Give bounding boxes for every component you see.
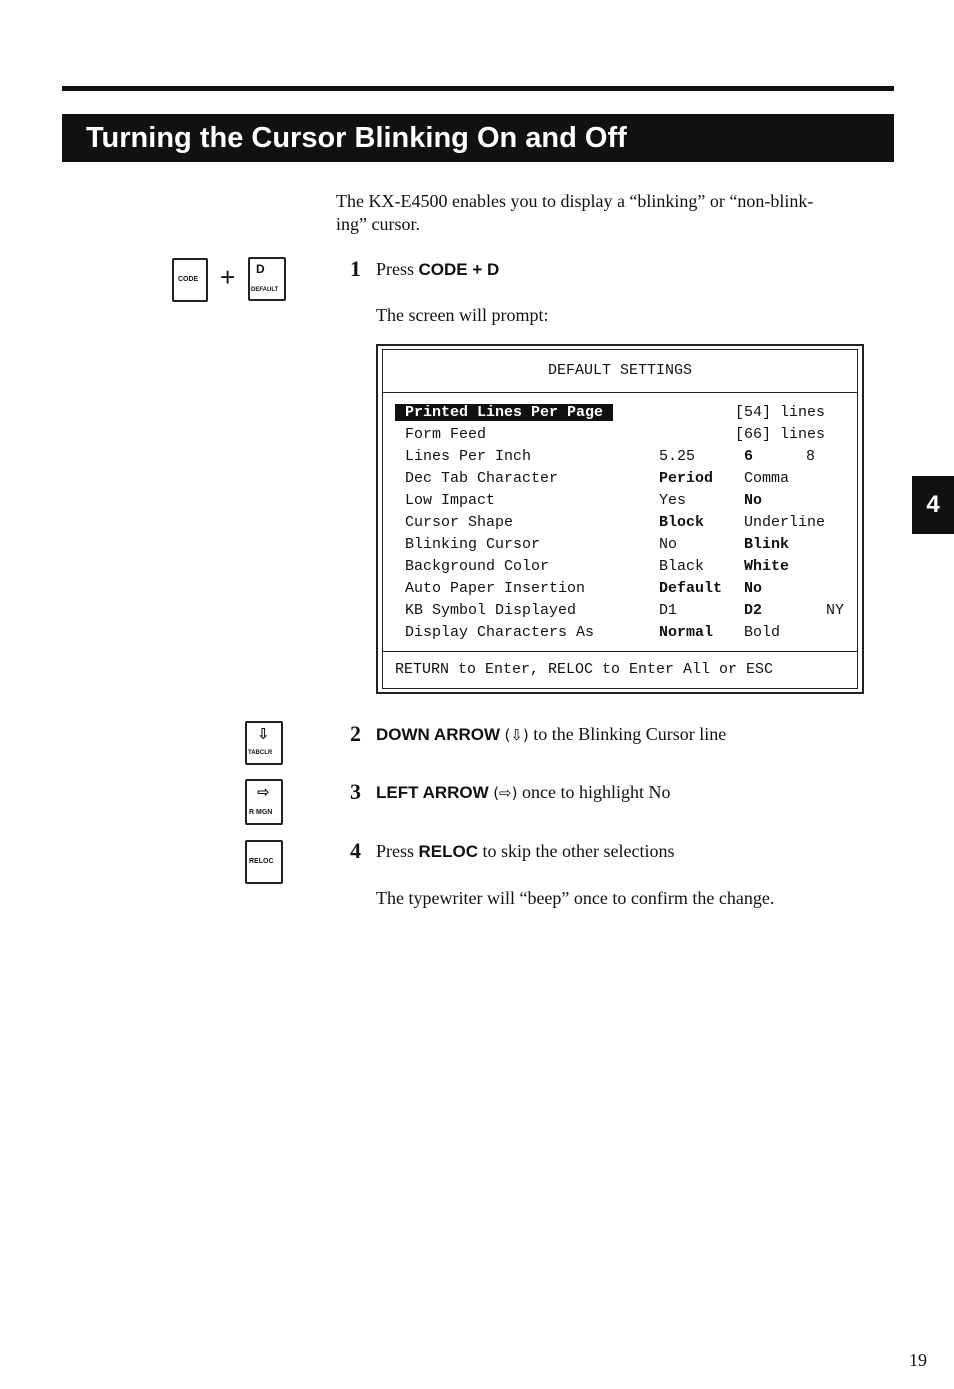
setting-label: Low Impact xyxy=(405,492,496,509)
setting-option-b: Bold xyxy=(744,624,781,641)
reloc-key-icon xyxy=(245,840,283,884)
step-1-pre: Press xyxy=(376,259,419,279)
settings-row[interactable] xyxy=(383,492,857,514)
prompt-note: The screen will prompt: xyxy=(376,305,549,325)
setting-option-a: Period xyxy=(659,470,714,487)
settings-row[interactable] xyxy=(383,536,857,558)
step-3-key: LEFT ARROW xyxy=(376,783,489,802)
screen-frame xyxy=(382,349,858,689)
setting-option-a: Yes xyxy=(659,492,687,509)
setting-option-a: Block xyxy=(659,514,705,531)
step-1-number: 1 xyxy=(350,256,361,281)
setting-label: Background Color xyxy=(405,558,550,575)
setting-option-a: Black xyxy=(659,558,705,575)
settings-row[interactable] xyxy=(383,448,857,470)
right-arrow-icon: ⇨ xyxy=(257,783,270,801)
reloc-key-label: RELOC xyxy=(249,858,274,865)
step-4-pre: Press xyxy=(376,841,419,861)
setting-label: Display Characters As xyxy=(405,624,595,641)
setting-label: Auto Paper Insertion xyxy=(405,580,586,597)
setting-option-b: D2 xyxy=(744,602,763,619)
d-default-key-icon xyxy=(248,257,286,301)
step-3-arrow: (⇨) xyxy=(493,784,518,802)
step-4-number: 4 xyxy=(350,838,361,863)
d-key-label: D xyxy=(256,262,265,276)
settings-row[interactable] xyxy=(383,404,857,426)
tabclr-key-label: TABCLR xyxy=(248,750,273,756)
step-4-rest: to skip the other selections xyxy=(478,841,675,861)
setting-option-b: Comma xyxy=(744,470,790,487)
setting-label: KB Symbol Displayed xyxy=(405,602,577,619)
rmgn-key-label: R MGN xyxy=(249,809,273,816)
screen-footer: RETURN to Enter, RELOC to Enter All or ESC xyxy=(383,651,857,688)
setting-option-c: 8 xyxy=(806,448,816,465)
settings-row[interactable] xyxy=(383,580,857,602)
code-key-icon xyxy=(172,258,208,302)
setting-option-b: Blink xyxy=(744,536,790,553)
setting-label: Dec Tab Character xyxy=(405,470,559,487)
settings-row[interactable] xyxy=(383,624,857,646)
setting-label: Printed Lines Per Page xyxy=(395,404,613,421)
section-title: Turning the Cursor Blinking On and Off xyxy=(62,114,894,162)
plus-sign: + xyxy=(220,262,236,292)
step-2-arrow: (⇩) xyxy=(504,726,529,744)
setting-option-b: [66] lines xyxy=(735,426,826,443)
intro-line-2: ing” cursor. xyxy=(336,214,420,234)
code-key-label: CODE xyxy=(178,276,199,283)
confirm-note: The typewriter will “beep” once to confirm the change. xyxy=(376,888,775,908)
setting-option-a: No xyxy=(659,536,678,553)
step-2-key: DOWN ARROW xyxy=(376,725,501,744)
settings-row[interactable] xyxy=(383,514,857,536)
setting-option-a: 5.25 xyxy=(659,448,696,465)
setting-option-c: NY xyxy=(826,602,845,619)
default-key-label: DEFAULT xyxy=(251,287,279,293)
intro-line-1: The KX-E4500 enables you to display a “blinking” or “non-blink- xyxy=(336,191,814,211)
page-number: 19 xyxy=(909,1350,927,1370)
setting-label: Lines Per Inch xyxy=(405,448,532,465)
step-3-number: 3 xyxy=(350,779,361,804)
setting-label: Blinking Cursor xyxy=(405,536,541,553)
step-1-key: CODE + D xyxy=(418,260,500,279)
step-2-rest: to the Blinking Cursor line xyxy=(528,724,727,744)
settings-row[interactable] xyxy=(383,558,857,580)
setting-option-b: 6 xyxy=(744,448,754,465)
step-1-text xyxy=(376,259,499,280)
step-3-rest: once to highlight No xyxy=(517,782,671,802)
setting-option-a: D1 xyxy=(659,602,678,619)
step-2-text xyxy=(376,724,726,745)
setting-option-b: [54] lines xyxy=(735,404,826,421)
settings-row[interactable] xyxy=(383,426,857,448)
screen-title: DEFAULT SETTINGS xyxy=(383,350,857,393)
intro-paragraph xyxy=(336,190,896,236)
tabclr-key-icon xyxy=(245,721,283,765)
step-4-text xyxy=(376,841,674,862)
setting-option-b: No xyxy=(744,492,763,509)
step-4-key: RELOC xyxy=(418,842,479,861)
step-3-text xyxy=(376,782,670,803)
setting-option-b: Underline xyxy=(744,514,826,531)
setting-label: Form Feed xyxy=(405,426,487,443)
setting-option-a: Normal xyxy=(659,624,714,641)
setting-option-b: No xyxy=(744,580,763,597)
rmgn-key-icon xyxy=(245,779,283,825)
settings-row[interactable] xyxy=(383,470,857,492)
settings-row[interactable] xyxy=(383,602,857,624)
down-arrow-icon: ⇩ xyxy=(257,725,270,743)
setting-option-b: White xyxy=(744,558,790,575)
chapter-tab: 4 xyxy=(912,476,954,534)
step-2-number: 2 xyxy=(350,721,361,746)
default-settings-screen xyxy=(376,344,864,694)
setting-label: Cursor Shape xyxy=(405,514,514,531)
setting-option-a: Default xyxy=(659,580,723,597)
top-rule xyxy=(62,86,894,91)
